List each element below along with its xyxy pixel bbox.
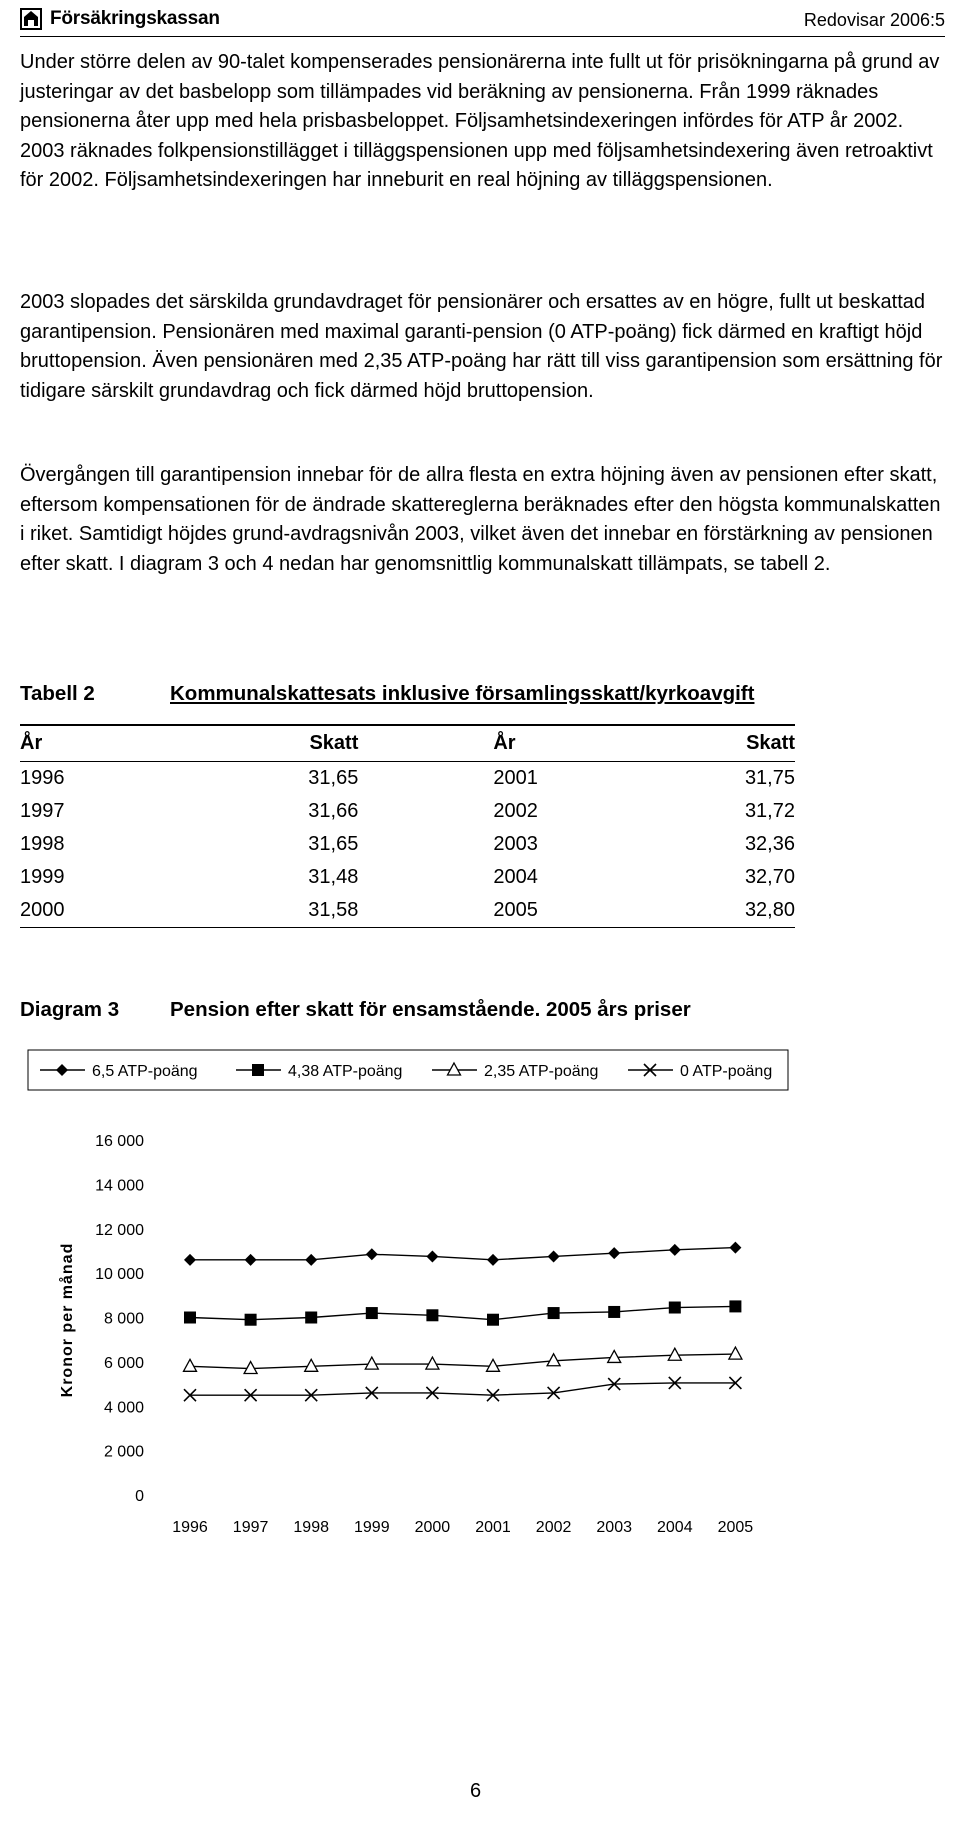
table-cell: 31,75 xyxy=(744,767,795,789)
table-cell: 1997 xyxy=(20,800,65,822)
page-number: 6 xyxy=(470,1780,482,1802)
logo-text: Försäkringskassan xyxy=(50,8,220,29)
legend-label: 4,38 ATP-poäng xyxy=(288,1063,403,1080)
x-tick-label: 2003 xyxy=(596,1519,632,1536)
table-cell: 31,66 xyxy=(308,800,359,822)
data-point-triangle xyxy=(608,1350,621,1362)
table-title: Kommunalskattesats inklusive församlingsskatt/kyrkoavgift xyxy=(170,682,755,705)
column-header: Skatt xyxy=(639,725,795,762)
table-cell: 31,72 xyxy=(744,800,795,822)
data-point-diamond xyxy=(669,1244,681,1256)
table-cell: 31,65 xyxy=(308,767,359,789)
data-point-diamond xyxy=(426,1250,438,1262)
paragraph: Övergången till garantipension innebar för de allra flesta en extra höjning även av pensionen efter skatt, eftersom kompensationen för de ändrade skattereglerna beräknades efter den högsta kommunalskatten i riket. Samtidigt höjdes grund-avdragsnivån 2003, vilket även det innebar en förstärkning av pensionen efter skatt. I diagram 3 och 4 nedan har genomsnittlig kommunalskatt tillämpats, se tabell 2. xyxy=(20,464,941,575)
data-point-triangle xyxy=(244,1362,257,1374)
diagram-title: Pension efter skatt för ensamstående. 2005 års priser xyxy=(170,998,691,1021)
y-tick-label: 2 000 xyxy=(103,1443,144,1461)
table-cell: 2003 xyxy=(493,833,538,855)
table-cell: 2004 xyxy=(493,866,538,888)
y-tick-label: 8 000 xyxy=(103,1310,144,1328)
y-tick-label: 14 000 xyxy=(95,1177,144,1195)
table-cell: 31,58 xyxy=(115,894,358,928)
series-line xyxy=(190,1383,735,1395)
data-point-diamond xyxy=(184,1254,196,1266)
data-point-square xyxy=(426,1309,438,1321)
x-tick-label: 1998 xyxy=(293,1519,329,1536)
legend-label: 2,35 ATP-poäng xyxy=(484,1063,599,1080)
data-point-square xyxy=(184,1312,196,1324)
data-point-triangle xyxy=(668,1348,681,1360)
x-tick-label: 2001 xyxy=(475,1519,511,1536)
table-cell: 2002 xyxy=(493,800,538,822)
table-cell: 32,80 xyxy=(639,894,795,928)
data-point-diamond xyxy=(548,1250,560,1262)
x-tick-label: 2004 xyxy=(657,1519,693,1536)
x-tick-label: 1999 xyxy=(354,1519,390,1536)
column-header: Skatt xyxy=(115,725,358,762)
y-tick-label: 0 xyxy=(135,1488,144,1505)
column-header: År xyxy=(358,725,639,762)
diagram-label: Diagram 3 xyxy=(20,998,120,1021)
table-cell: 31,48 xyxy=(308,866,359,888)
series-line xyxy=(190,1354,735,1368)
paragraph: Under större delen av 90-talet kompenserades pensionärerna inte fullt ut för prisökningarna på grund av justeringar av det basbelopp som tillämpades vid beräkning av pensionerna. Från 1999 räknades pensionerna åter upp med hela prisbasbeloppet. Följsamhetsindexeringen infördes för ATP år 2002. 2003 räknades folkpensionstillägget i tilläggspensionen upp med följsamhetsindexering även retroaktivt för 2002. Följsamhetsindexeringen har inneburit en real höjning av tilläggspensionen. xyxy=(20,51,940,191)
table-cell: 1996 xyxy=(20,767,65,789)
data-point-square xyxy=(548,1307,560,1319)
data-point-square xyxy=(245,1314,257,1326)
legend-label: 6,5 ATP-poäng xyxy=(92,1063,198,1080)
data-point-triangle xyxy=(426,1357,439,1369)
data-point-square xyxy=(729,1300,741,1312)
data-point-triangle xyxy=(729,1347,742,1359)
x-tick-label: 1997 xyxy=(232,1519,269,1536)
paragraph: 2003 slopades det särskilda grundavdraget för pensionärer och ersattes av en högre, fullt ut beskattad garantipension. Pensionären med maximal garanti-pension (0 ATP-poäng) fick därmed en kraftigt höjd bruttopension. Även pensionären med 2,35 ATP-poäng har rätt till viss garantipension som ersättning för tidigare särskilt grundavdrag och fick därmed höjd bruttopension. xyxy=(20,291,943,402)
data-point-square xyxy=(608,1306,620,1318)
data-point-triangle xyxy=(184,1359,197,1371)
report-id: Redovisar 2006:5 xyxy=(803,10,945,30)
data-point-triangle xyxy=(305,1359,318,1371)
table-cell: 32,70 xyxy=(744,866,795,888)
y-tick-label: 4 000 xyxy=(103,1399,144,1417)
data-point-square xyxy=(366,1307,378,1319)
table-cell: 1999 xyxy=(20,866,65,888)
table-cell: 2000 xyxy=(20,894,115,928)
x-tick-label: 2000 xyxy=(414,1519,451,1536)
data-point-square xyxy=(305,1312,317,1324)
x-tick-label: 2002 xyxy=(535,1519,572,1536)
y-tick-label: 16 000 xyxy=(95,1133,144,1150)
y-tick-label: 12 000 xyxy=(95,1221,144,1239)
table-label: Tabell 2 xyxy=(20,682,95,705)
legend-label: 0 ATP-poäng xyxy=(680,1063,773,1080)
data-point-diamond xyxy=(729,1242,741,1254)
table-cell: 32,36 xyxy=(744,833,795,855)
data-point-diamond xyxy=(487,1254,499,1266)
y-tick-label: 6 000 xyxy=(103,1354,144,1372)
data-point-diamond xyxy=(608,1247,620,1259)
data-point-diamond xyxy=(366,1248,378,1260)
column-header: År xyxy=(20,725,115,762)
data-point-diamond xyxy=(245,1254,257,1266)
series-line xyxy=(190,1306,735,1319)
table-cell: 2001 xyxy=(493,767,538,789)
x-tick-label: 1996 xyxy=(172,1519,208,1536)
legend-marker-square xyxy=(252,1064,264,1076)
data-point-square xyxy=(669,1302,681,1314)
table-cell: 1998 xyxy=(20,833,65,855)
table-cell: 31,65 xyxy=(308,833,359,855)
series-line xyxy=(190,1248,735,1260)
y-tick-label: 10 000 xyxy=(95,1266,144,1284)
table-cell: 2005 xyxy=(358,894,639,928)
data-point-triangle xyxy=(365,1357,378,1369)
data-point-triangle xyxy=(547,1354,560,1366)
data-point-diamond xyxy=(305,1254,317,1266)
y-axis-label: Kronor per månad xyxy=(59,1242,76,1398)
data-point-square xyxy=(487,1314,499,1326)
x-tick-label: 2005 xyxy=(717,1519,754,1536)
